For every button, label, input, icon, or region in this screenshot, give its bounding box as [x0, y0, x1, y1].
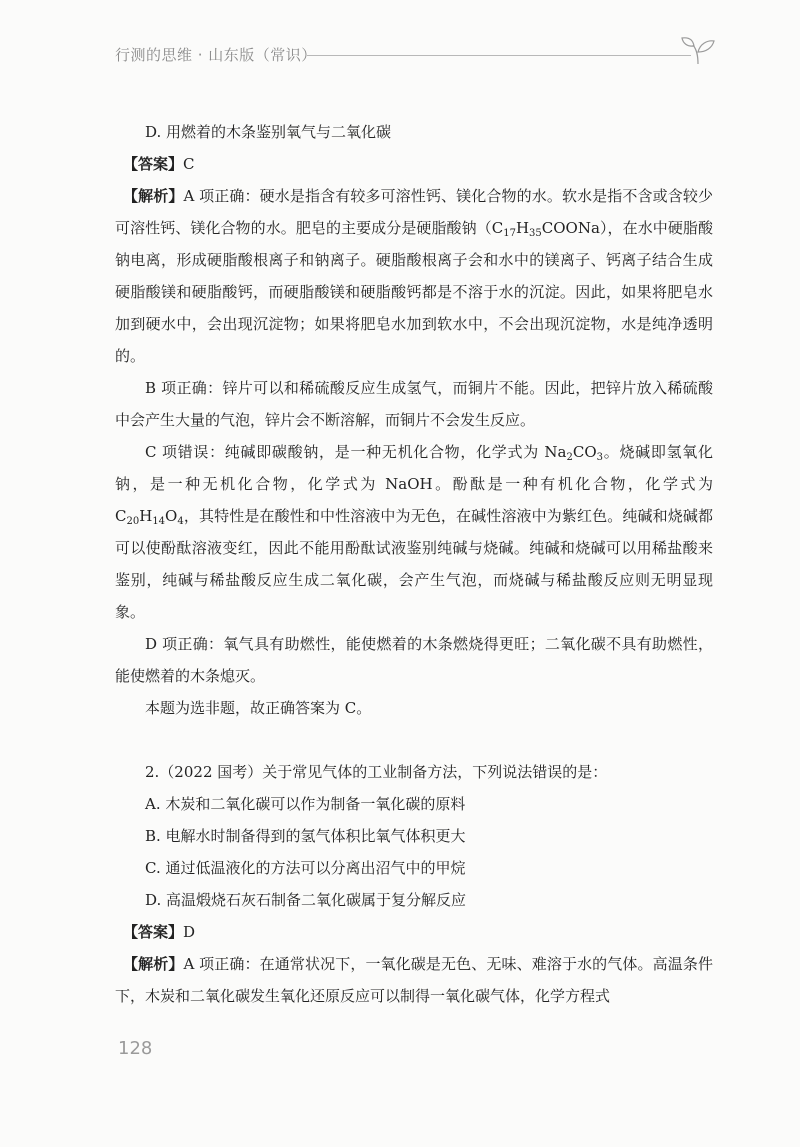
header-title: 行测的思维 · 山东版（常识）	[115, 46, 317, 64]
q1-conclusion: 本题为选非题，故正确答案为 C。	[145, 699, 372, 717]
answer-tag: 【答案】	[123, 155, 184, 173]
answer-tag: 【答案】	[123, 923, 184, 941]
running-header	[115, 36, 715, 76]
formula-na2co3: $Na_2CO_3$	[544, 443, 604, 463]
q1-analysis-c: C 项错误：纯碱即碳酸钠，是一种无机化合物，化学式为 $Na_2CO_3$。烧碱即氢氧化钠，是一种无机化合物，化学式为 NaOH。酚酞是一种有机化合物，化学式为 $C_{20}H_{14}O_4$，其特性是在酸性和中性溶液中为无色，在碱性溶液中为紫红色。纯碱和烧碱都可以使酚酞溶液变红，因此不能用酚酞试液鉴别纯碱与烧碱。纯碱和烧碱可以用稀盐酸来鉴别，纯碱与稀盐酸反应生成二氧化碳，会产生气泡，而烧碱与稀盐酸反应则无明显现象。	[115, 443, 713, 621]
q1-answer	[115, 148, 713, 180]
answer-value: D	[183, 923, 196, 941]
q2-option-c: C. 通过低温液化的方法可以分离出沼气中的甲烷	[145, 859, 466, 877]
q2-answer	[115, 916, 713, 948]
answer-value: C	[183, 155, 195, 173]
formula-phenolphthalein: $C_{20}H_{14}O_4$	[115, 507, 184, 527]
analysis-tag: 【解析】	[123, 187, 184, 205]
q2-option-a: A. 木炭和二氧化碳可以作为制备一氧化碳的原料	[145, 795, 466, 813]
q1-analysis-d: D 项正确：氧气具有助燃性，能使燃着的木条燃烧得更旺；二氧化碳不具有助燃性，能使燃着的木条熄灭。	[115, 635, 713, 685]
q1-analysis-a: 【解析】A 项正确：硬水是指含有较多可溶性钙、镁化合物的水。软水是指不含或含较少可溶性钙、镁化合物的水。肥皂的主要成分是硬脂酸钠$(C_{17}H_{35}COONa)$，在水中硬脂酸钠电离，形成硬脂酸根离子和钠离子。硬脂酸根离子会和水中的镁离子、钙离子结合生成硬脂酸镁和硬脂酸钙，而硬脂酸镁和硬脂酸钙都是不溶于水的沉淀。因此，如果将肥皂水加到硬水中，会出现沉淀物；如果将肥皂水加到软水中，不会出现沉淀物，水是纯净透明的。	[115, 187, 713, 365]
page-number: 128	[118, 1038, 153, 1059]
analysis-tag: 【解析】	[123, 955, 184, 973]
header-rule	[307, 55, 691, 56]
leaf-sprout-icon	[681, 36, 715, 66]
q2-stem: 2.（2022 国考）关于常见气体的工业制备方法，下列说法错误的是：	[145, 763, 608, 781]
q2-analysis-a: 【解析】A 项正确：在通常状况下，一氧化碳是无色、无味、难溶于水的气体。高温条件下，木炭和二氧化碳发生氧化还原反应可以制得一氧化碳气体，化学方程式	[115, 955, 713, 1005]
q2-option-b: B. 电解水时制备得到的氢气体积比氧气体积更大	[145, 827, 466, 845]
page-body	[115, 116, 713, 1012]
q2-option-d: D. 高温煅烧石灰石制备二氧化碳属于复分解反应	[145, 891, 467, 909]
formula-sodium-stearate: $C_{17}H_{35}COONa$	[491, 219, 600, 239]
q1-analysis-b: B 项正确：锌片可以和稀硫酸反应生成氢气，而铜片不能。因此，把锌片放入稀硫酸中会产生大量的气泡，锌片会不断溶解，而铜片不会发生反应。	[115, 379, 713, 429]
q1-option-d: D. 用燃着的木条鉴别氧气与二氧化碳	[145, 123, 392, 141]
